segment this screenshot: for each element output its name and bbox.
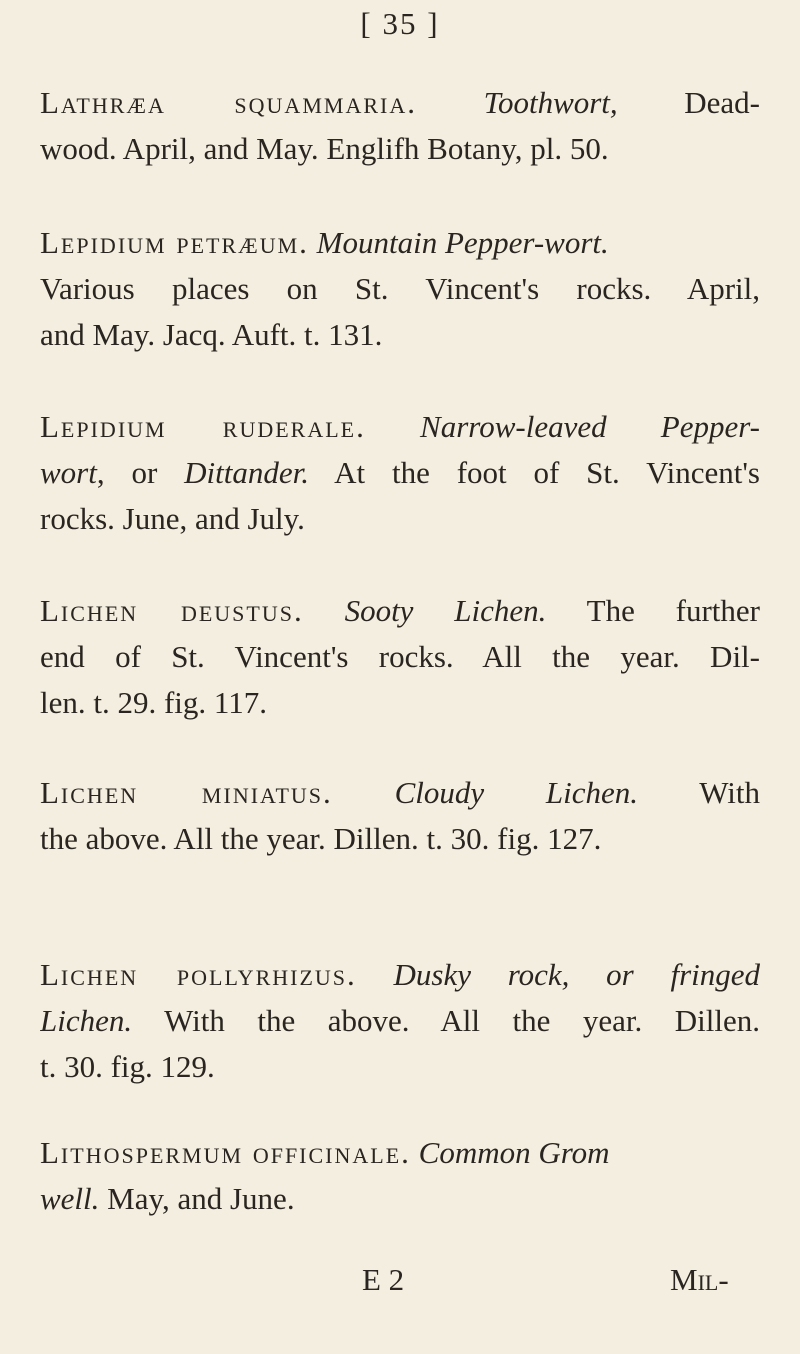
- latin-name: Lithospermum officinale.: [40, 1135, 411, 1170]
- signature-mark: E 2: [362, 1262, 405, 1297]
- catchword: Mil-: [670, 1262, 729, 1297]
- latin-name: Lichen pollyrhizus.: [40, 957, 357, 992]
- latin-name: Lepidium petræum.: [40, 225, 309, 260]
- latin-name: Lichen miniatus.: [40, 775, 333, 810]
- page-number: [ 35 ]: [360, 6, 440, 41]
- entry-line: wood. April, and May. Englifh Botany, pl. 50.: [40, 131, 609, 166]
- common-name: Lichen.: [40, 1003, 133, 1038]
- latin-name: Lathræa squammaria.: [40, 85, 417, 120]
- common-name: Cloudy Lichen.: [394, 775, 639, 810]
- entry-line: [40, 1130, 760, 1176]
- entry-text: Dead-: [617, 85, 760, 120]
- entry-line: t. 30. fig. 129.: [40, 1049, 215, 1084]
- entry-lepidium-petraeum: [40, 220, 760, 358]
- entry-line: Various places on St. Vincent's rocks. April,: [40, 271, 760, 306]
- entry-text: At the foot of St. Vincent's: [309, 455, 760, 490]
- entry-line: [40, 80, 760, 126]
- common-name: Narrow-leaved Pepper-: [420, 409, 760, 444]
- entry-line: [40, 220, 760, 266]
- common-name: Sooty Lichen.: [344, 593, 547, 628]
- entry-line: [40, 952, 760, 998]
- entry-line: [40, 770, 760, 816]
- common-name: wort: [40, 455, 97, 490]
- entry-lichen-pollyrhizus: [40, 952, 760, 1090]
- common-name: Common Grom: [418, 1135, 610, 1170]
- entry-lithospermum-officinale: [40, 1130, 760, 1222]
- common-name: Mountain Pepper-wort.: [316, 225, 609, 260]
- entry-line: [40, 998, 760, 1044]
- entry-text: , or: [96, 455, 185, 490]
- entry-text: May, and June.: [99, 1181, 295, 1216]
- latin-name: Lepidium ruderale.: [40, 409, 366, 444]
- common-name: well.: [40, 1181, 100, 1216]
- entry-line: [40, 588, 760, 634]
- entry-lichen-miniatus: [40, 770, 760, 862]
- entry-line: [40, 404, 760, 450]
- entry-lichen-deustus: [40, 588, 760, 726]
- entry-line: and May. Jacq. Auft. t. 131.: [40, 317, 383, 352]
- entry-line: [40, 1176, 760, 1222]
- entry-text: With the above. All the year. Dillen.: [132, 1003, 760, 1038]
- entry-line: [40, 450, 760, 496]
- entry-line: rocks. June, and July.: [40, 501, 305, 536]
- entry-line: the above. All the year. Dillen. t. 30. fig. 127.: [40, 821, 602, 856]
- common-name: Dittander.: [184, 455, 310, 490]
- common-name: Dusky rock, or fringed: [393, 957, 760, 992]
- entry-lepidium-ruderale: [40, 404, 760, 542]
- entry-lathraea-squammaria: [40, 80, 760, 172]
- entry-text: With: [638, 775, 760, 810]
- common-name: Toothwort,: [483, 85, 618, 120]
- entry-line: len. t. 29. fig. 117.: [40, 685, 268, 720]
- entry-text: The further: [546, 593, 760, 628]
- entry-line: end of St. Vincent's rocks. All the year. Dil-: [40, 639, 760, 674]
- latin-name: Lichen deustus.: [40, 593, 304, 628]
